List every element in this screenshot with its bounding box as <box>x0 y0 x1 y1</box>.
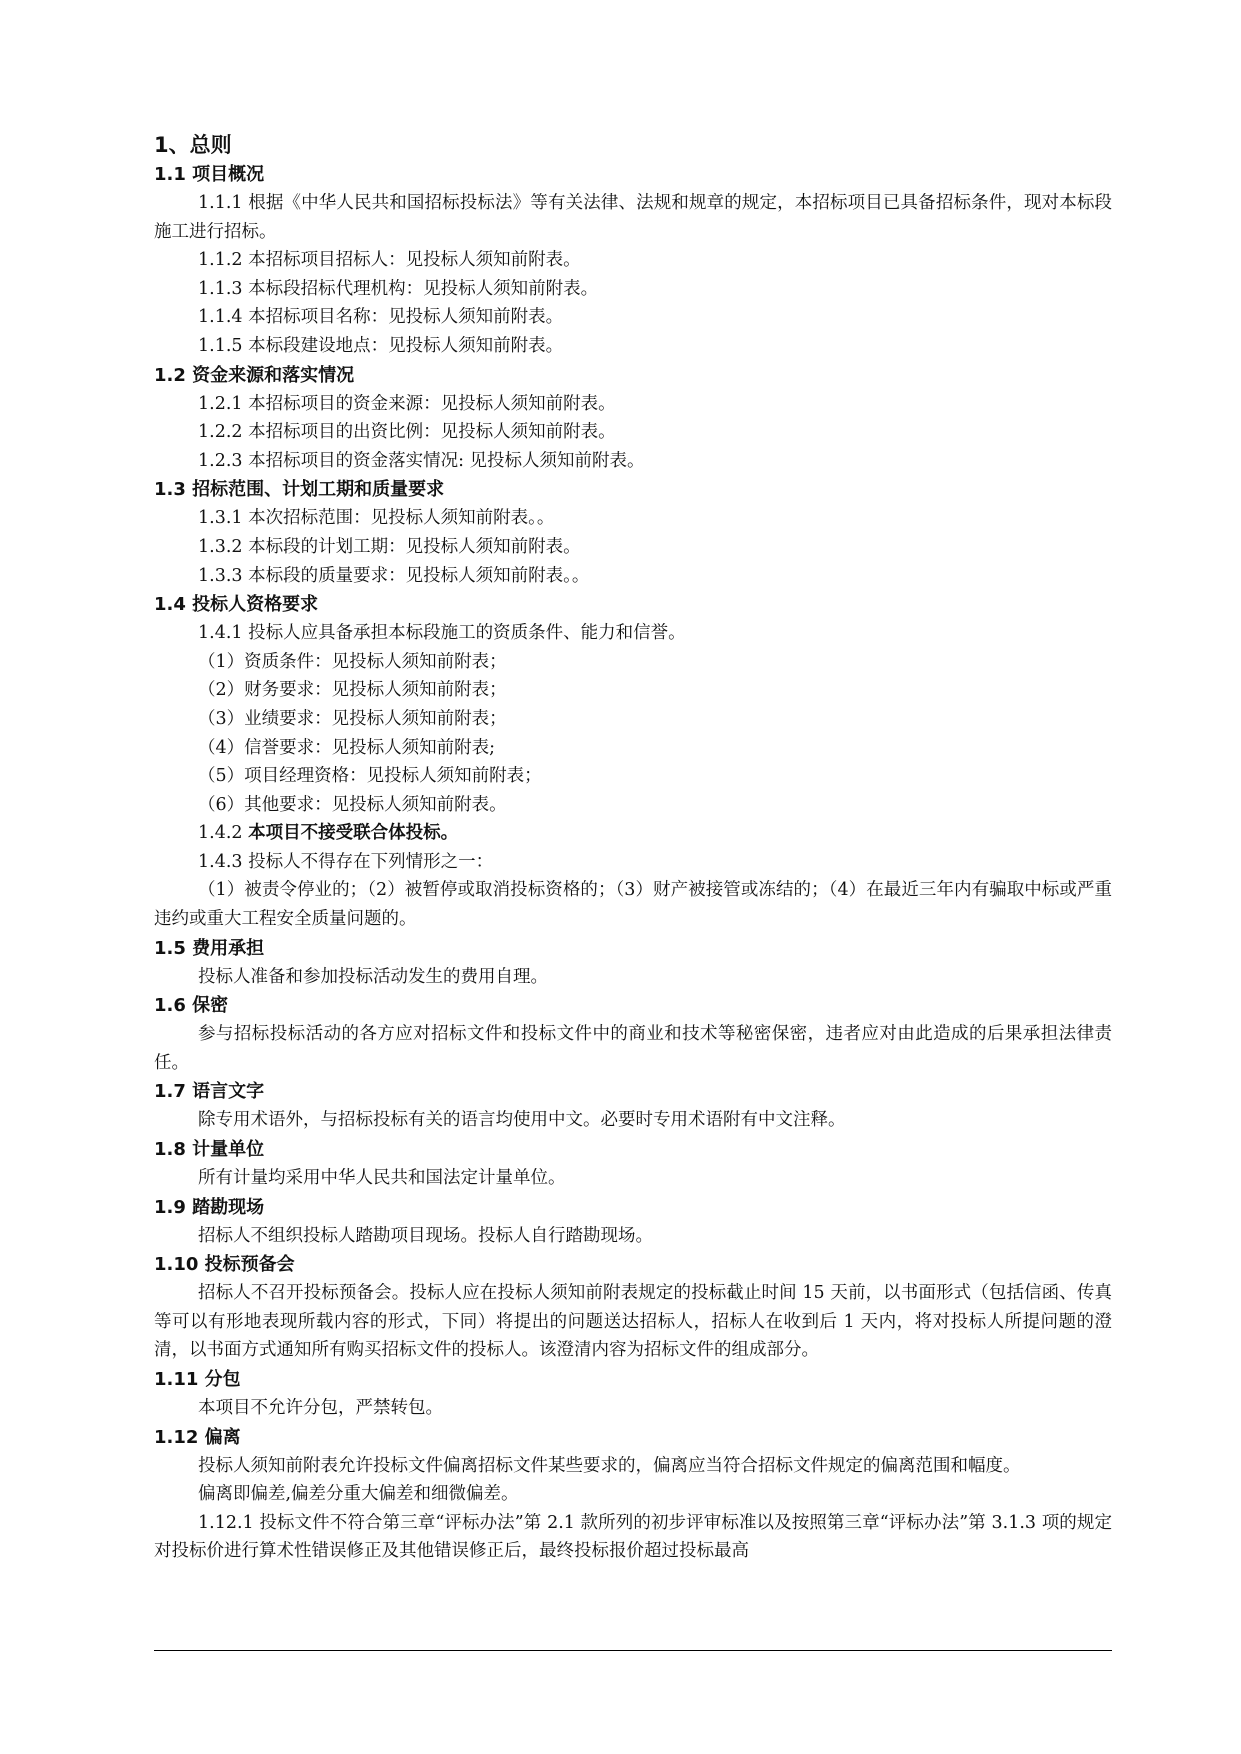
section-title: 1、总则 <box>154 133 232 157</box>
paragraph-1-4-1: 1.4.1 投标人应具备承担本标段施工的资质条件、能力和信誉。 <box>198 623 686 644</box>
list-item-requirement-1: （1）资质条件：见投标人须知前附表； <box>198 651 507 672</box>
paragraph-1-4-3-list: （1）被责令停业的；（2）被暂停或取消投标资格的；（3）财产被接管或冻结的；（4）在最近三年内有骗取中标或严重违约或重大工程安全质量问题的。 <box>154 880 1112 930</box>
heading-1-10: 1.10 投标预备会 <box>154 1254 295 1276</box>
paragraph-1-2-3: 1.2.3 本招标项目的资金落实情况: 见投标人须知前附表。 <box>198 450 645 471</box>
paragraph-1-1-2: 1.1.2 本招标项目招标人：见投标人须知前附表。 <box>198 250 581 271</box>
paragraph-1-12-b: 偏离即偏差,偏差分重大偏差和细微偏差。 <box>198 1484 519 1505</box>
paragraph-1-4-2-bold-text: 本项目不接受联合体投标。 <box>248 823 459 844</box>
heading-1-2: 1.2 资金来源和落实情况 <box>154 364 355 386</box>
heading-1-5: 1.5 费用承担 <box>154 937 265 959</box>
list-item-requirement-5: （5）项目经理资格：见投标人须知前附表； <box>198 766 542 787</box>
document-page <box>154 130 1112 1566</box>
paragraph-1-10: 招标人不召开投标预备会。投标人应在投标人须知前附表规定的投标截止时间 15 天前，以书面形式（包括信函、传真等可以有形地表现所载内容的形式，下同）将提出的问题送达招标人，招标人在收到后 1 天内，将对投标人所提问题的澄清，以书面方式通知所有购买招标文件的投标人。该澄清内容为招标文件的组成部分。 <box>154 1283 1112 1361</box>
paragraph-1-3-2: 1.3.2 本标段的计划工期：见投标人须知前附表。 <box>198 536 581 557</box>
paragraph-1-11: 本项目不允许分包，严禁转包。 <box>198 1398 443 1418</box>
paragraph-1-12-a: 投标人须知前附表允许投标文件偏离招标文件某些要求的，偏离应当符合招标文件规定的偏离范围和幅度。 <box>198 1455 1021 1476</box>
heading-1-8: 1.8 计量单位 <box>154 1139 265 1161</box>
paragraph-1-1-5: 1.1.5 本标段建设地点：见投标人须知前附表。 <box>198 335 564 356</box>
heading-1-1: 1.1 项目概况 <box>154 164 265 185</box>
heading-1-6: 1.6 保密 <box>154 995 229 1017</box>
heading-1-7: 1.7 语言文字 <box>154 1081 265 1103</box>
heading-1-11: 1.11 分包 <box>154 1369 241 1390</box>
heading-1-9: 1.9 踏勘现场 <box>154 1196 265 1218</box>
paragraph-1-12-1: 1.12.1 投标文件不符合第三章“评标办法”第 2.1 款所列的初步评审标准以及按照第三章“评标办法”第 3.1.3 项的规定对投标价进行算术性错误修正及其他错误修正后，最终投标报价超过投标最高 <box>154 1512 1112 1562</box>
heading-1-4: 1.4 投标人资格要求 <box>154 594 319 616</box>
paragraph-1-4-2-number: 1.4.2 <box>198 823 249 844</box>
paragraph-1-1-3: 1.1.3 本标段招标代理机构：见投标人须知前附表。 <box>198 278 599 299</box>
paragraph-1-3-1: 1.3.1 本次招标范围：见投标人须知前附表。。 <box>198 508 555 529</box>
paragraph-1-9: 招标人不组织投标人踏勘项目现场。投标人自行踏勘现场。 <box>198 1225 653 1246</box>
paragraph-1-4-2 <box>154 819 1112 848</box>
paragraph-1-1-1: 1.1.1 根据《中华人民共和国招标投标法》等有关法律、法规和规章的规定，本招标项目已具备招标条件，现对本标段施工进行招标。 <box>154 193 1112 242</box>
list-item-requirement-4: （4）信誉要求：见投标人须知前附表; <box>198 737 496 758</box>
paragraph-1-4-3: 1.4.3 投标人不得存在下列情形之一： <box>198 851 494 872</box>
paragraph-1-7: 除专用术语外，与招标投标有关的语言均使用中文。必要时专用术语附有中文注释。 <box>198 1110 846 1131</box>
paragraph-1-5: 投标人准备和参加投标活动发生的费用自理。 <box>198 966 548 987</box>
heading-1-12: 1.12 偏离 <box>154 1426 241 1448</box>
list-item-requirement-2: （2）财务要求：见投标人须知前附表； <box>198 680 507 701</box>
paragraph-1-8: 所有计量均采用中华人民共和国法定计量单位。 <box>198 1168 566 1189</box>
heading-1-3: 1.3 招标范围、计划工期和质量要求 <box>154 479 445 501</box>
footer-divider <box>154 1650 1112 1651</box>
paragraph-1-6: 参与招标投标活动的各方应对招标文件和投标文件中的商业和技术等秘密保密，违者应对由此造成的后果承担法律责任。 <box>154 1024 1112 1073</box>
paragraph-1-2-1: 1.2.1 本招标项目的资金来源：见投标人须知前附表。 <box>198 393 616 414</box>
paragraph-1-2-2: 1.2.2 本招标项目的出资比例：见投标人须知前附表。 <box>198 422 616 443</box>
paragraph-1-3-3: 1.3.3 本标段的质量要求：见投标人须知前附表。。 <box>198 565 590 586</box>
list-item-requirement-3: （3）业绩要求：见投标人须知前附表； <box>198 708 507 729</box>
list-item-requirement-6: （6）其他要求：见投标人须知前附表。 <box>198 794 507 815</box>
paragraph-1-1-4: 1.1.4 本招标项目名称：见投标人须知前附表。 <box>198 307 564 328</box>
